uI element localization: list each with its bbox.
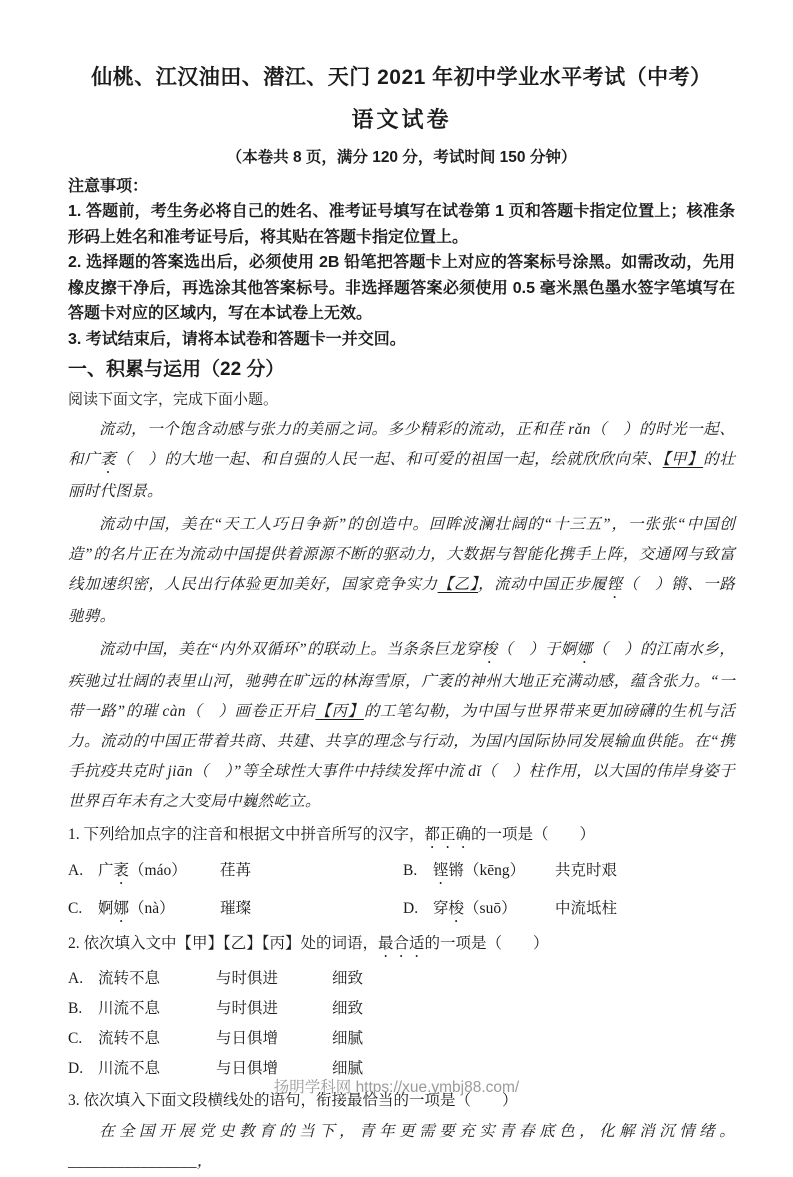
option-hanzi-word: 共克时艰	[555, 862, 618, 879]
option-word-1: 流转不息	[98, 970, 161, 987]
option-word-1: 川流不息	[98, 1060, 161, 1077]
option-word-2: 与日俱增	[216, 1030, 279, 1047]
option-word-2: 与时俱进	[216, 970, 279, 987]
option-word-3: 细致	[332, 1000, 364, 1017]
option-label: A.	[68, 970, 84, 987]
question-2-options	[68, 964, 735, 1084]
notice-item-2: 2. 选择题的答案选出后，必须使用 2B 铅笔把答题卡上对应的答案标号涂黑。如需改动，先用橡皮擦干净后，再选涂其他答案标号。非选择题答案必须使用 0.5 毫米黑色墨水签字笔填写在答题卡对应的区域内，写在本试卷上无效。	[68, 254, 735, 322]
passage-paragraph-3: 流动中国，美在“内外双循环”的联动上。当条条巨龙穿梭（ ）于婀娜（ ）的江南水乡，疾驰过壮阔的表里山河，驰骋在旷远的林海雪原，广袤的神州大地正充满动感，蕴含张力。“一带一路”的璀 càn（ ）画卷正开启【丙】的工笔勾勒，为中国与世界带来更加磅礴的生机与活力。流动的中国正带着共商、共建、共享的理念与行动，为国内国际协同发展输血供能。在“携手抗疫共克时 jiān（ ）”等全球性大事件中持续发挥中流 dǐ（ ）柱作用，以大国的伟岸身姿于世界百年未有之大变局中巍然屹立。	[68, 641, 736, 810]
option-hanzi-word: 荏苒	[220, 862, 252, 879]
passage-paragraph-1: 流动，一个饱含动感与张力的美丽之词。多少精彩的流动，正和荏 rǎn（ ）的时光一起、和广袤（ ）的大地一起、和自强的人民一起、和可爱的祖国一起，绘就欣欣向荣、【甲】的壮丽时代图景。	[68, 421, 735, 500]
option-label: B.	[68, 1000, 83, 1017]
question-2-stem: 2. 依次填入文中【甲】【乙】【丙】处的词语，最合适的一项是（ ）	[68, 935, 549, 952]
question-1-option-b	[403, 857, 735, 888]
question-2-option-a	[68, 964, 735, 994]
page-footer	[0, 1078, 793, 1098]
question-1-options	[68, 857, 735, 926]
question-1-option-c	[68, 895, 403, 926]
footer-site-name: 扬明学科网	[273, 1079, 352, 1096]
footer-link[interactable]: https://xue.ymbj88.com/	[355, 1079, 520, 1096]
option-word-2: 与日俱增	[216, 1060, 279, 1077]
question-1-option-a	[68, 857, 403, 888]
question-2-option-c	[68, 1024, 735, 1054]
option-hanzi-word: 璀璨	[220, 900, 252, 917]
option-word-1: 川流不息	[98, 1000, 161, 1017]
option-word-3: 细致	[332, 970, 364, 987]
option-label: D.	[68, 1060, 84, 1077]
option-label: C.	[68, 900, 83, 917]
question-1-stem: 1. 下列给加点字的注音和根据文中拼音所写的汉字，都正确的一项是（ ）	[68, 826, 596, 843]
exam-info-line: （本卷共 8 页，满分 120 分，考试时间 150 分钟）	[226, 149, 577, 166]
option-pinyin-word: 穿梭（suō）	[433, 900, 517, 917]
question-3-stem: 3. 依次填入下面文段横线处的语句，衔接最恰当的一项是（ ）	[68, 1092, 518, 1109]
option-word-3: 细腻	[332, 1030, 364, 1047]
section1-heading: 一、积累与运用（22 分）	[68, 359, 285, 380]
question-1-option-d	[403, 895, 735, 926]
option-label: D.	[403, 900, 419, 917]
question-3-passage: 在全国开展党史教育的当下，青年更需要充实青春底色，化解消沉情绪。________________，	[68, 1123, 735, 1170]
notice-item-1: 1. 答题前，考生务必将自己的姓名、准考证号填写在试卷第 1 页和答题卡指定位置上；核准条形码上姓名和准考证号后，将其贴在答题卡指定位置上。	[68, 203, 735, 246]
option-word-2: 与时俱进	[216, 1000, 279, 1017]
exam-subject-title: 语文试卷	[351, 107, 452, 132]
reading-intro: 阅读下面文字，完成下面小题。	[68, 392, 279, 408]
passage-paragraph-2: 流动中国，美在“天工人巧日争新”的创造中。回眸波澜壮阔的“十三五”，一张张“中国创造”的名片正在为流动中国提供着源源不断的驱动力，大数据与智能化携手上阵，交通网与致富线加速织密，人民出行体验更加美好，国家竞争实力【乙】，流动中国正步履铿（ ）锵、一路驰骋。	[68, 516, 735, 625]
option-hanzi-word: 中流坻柱	[555, 900, 618, 917]
option-word-3: 细腻	[332, 1060, 364, 1077]
exam-title: 仙桃、江汉油田、潜江、天门 2021 年初中学业水平考试（中考）	[91, 66, 712, 89]
option-word-1: 流转不息	[98, 1030, 161, 1047]
notice-heading: 注意事项：	[68, 178, 149, 195]
notice-item-3: 3. 考试结束后，请将本试卷和答题卡一并交回。	[68, 330, 406, 348]
option-pinyin-word: 广袤（máo）	[98, 862, 187, 879]
question-2-option-b	[68, 994, 735, 1024]
option-label: A.	[68, 862, 84, 879]
option-pinyin-word: 铿锵（kēng）	[433, 862, 526, 879]
option-label: C.	[68, 1030, 83, 1047]
option-pinyin-word: 婀娜（nà）	[98, 900, 175, 917]
option-label: B.	[403, 862, 418, 879]
